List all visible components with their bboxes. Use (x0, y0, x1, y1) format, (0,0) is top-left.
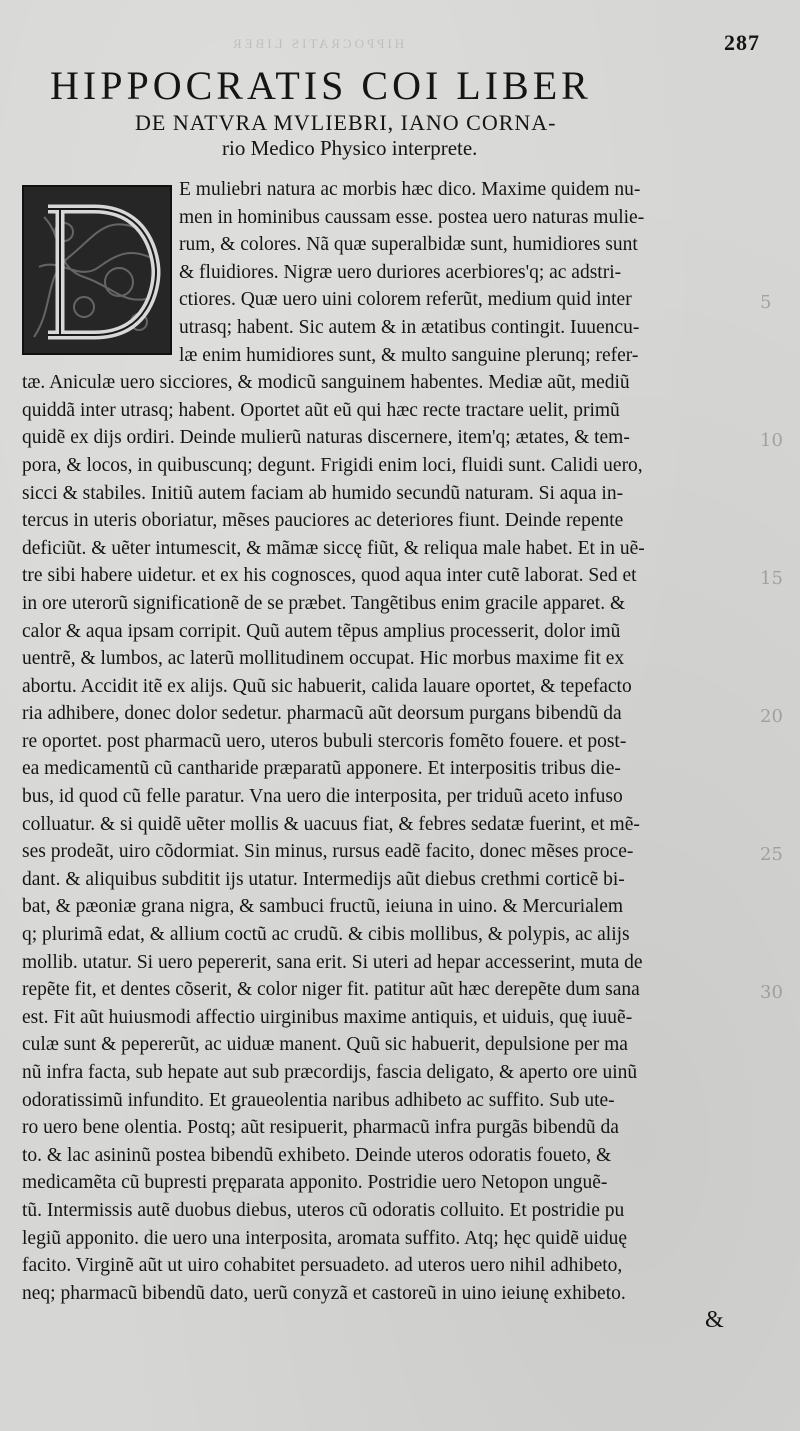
text-line: neq; pharmacũ bibendũ dato, uerũ conyzã et castoreũ in uino ieiunę exhibeto. (22, 1282, 626, 1304)
margin-note: 15 (760, 568, 783, 589)
text-line: sicci & stabiles. Initiũ autem faciam ab humido secundũ naturam. Si aqua in- (22, 482, 624, 504)
text-line: E muliebri natura ac morbis hæc dico. Maxime quidem nu- (179, 179, 641, 200)
text-line: ea medicamentũ cũ cantharide præparatũ apponere. Et interpositis tribus die- (22, 758, 621, 780)
text-line: rum, & colores. Nã quæ superalbidæ sunt, humidiores sunt (179, 234, 638, 256)
text-line: odoratissimũ infundito. Et graueolentia naribus adhibeto ac suffito. Sub ute- (22, 1089, 615, 1111)
text-line: men in hominibus caussam esse. postea uero naturas mulie- (179, 206, 645, 228)
text-line: legiũ apponito. die uero una interposita, aromata suffito. Atq; hęc quidẽ uiduę (22, 1227, 628, 1249)
text-line: tercus in uteris oboriatur, mẽses pauciores ac deteriores fiunt. Deinde repente (22, 510, 624, 532)
text-line: mollib. utatur. Si uero pepererit, sana erit. Si uteri ad hepar accesserint, muta de (22, 951, 643, 973)
show-through-text: HIPPOCRATIS LIBER (230, 36, 405, 51)
text-line: in ore uterorũ significationẽ de se præbet. Tangẽtibus enim gracile apparet. & (22, 592, 626, 614)
text-line: q; plurimã edat, & allium coctũ ac crudũ. & cibis mollibus, & polypis, ac alijs (22, 924, 630, 946)
margin-note: 20 (760, 706, 783, 727)
text-line: ctiores. Quæ uero uini colorem referũt, medium quid inter (179, 289, 632, 311)
text-line: facito. Virginẽ aũt ut uiro cohabitet persuadeto. ad uteros uero nihil adhibeto, (22, 1255, 623, 1277)
text-line: abortu. Accidit itẽ ex alijs. Quũ sic habuerit, calida lauare oportet, & tepefacto (22, 675, 632, 697)
text-line: uentrẽ, & lumbos, ac laterũ mollitudinem occupat. Hic morbus maxime fit ex (22, 648, 625, 670)
text-line: ro uero bene olentia. Postq; aũt resipuerit, pharmacũ infra purgãs bibendũ da (22, 1117, 619, 1139)
text-line: ria adhibere, donec dolor sedetur. pharmacũ aũt deorsum purgans bibendũ da (22, 703, 622, 725)
text-line: quidẽ ex dijs ordiri. Deinde mulierũ naturas discernere, item'q; ætates, & tem- (22, 427, 630, 449)
text-line: re oportet. post pharmacũ uero, uteros bubuli stercoris fomẽto fouere. et post- (22, 730, 627, 752)
text-line: nũ infra facta, sub hepate aut sub præcordijs, fascia deligato, & aperto ore uinũ (22, 1062, 638, 1083)
margin-note: 10 (760, 430, 783, 451)
text-line: quiddã inter utrasq; habent. Oportet aũt eũ qui hæc recte tractare uelit, primũ (22, 399, 620, 421)
text-line: utrasq; habent. Sic autem & in ætatibus contingit. Iuuencu- (179, 316, 640, 338)
text-line: ses prodeãt, uiro cõdormiat. Sin minus, rursus eadẽ facito, donec mẽses proce- (22, 841, 634, 863)
page-number: 287 (724, 30, 760, 55)
text-line: tre sibi habere uidetur. et ex his cognosces, quod aqua inter cutẽ laborat. Sed et (22, 565, 637, 587)
text-line: & fluidiores. Nigræ uero duriores acerbiores'q; ac adstri- (179, 261, 622, 283)
text-line: repẽte fit, et dentes cõserit, & color niger fit. patitur aũt hæc derepẽte dum sana (22, 979, 640, 1001)
margin-note: 25 (760, 844, 783, 865)
text-line: tæ. Aniculæ uero sicciores, & modicũ sanguinem habentes. Mediæ aũt, mediũ (22, 372, 630, 394)
text-line: colluatur. & si quidẽ uẽter mollis & uacuus fiat, & febres sedatæ fuerint, et mẽ- (22, 813, 640, 835)
text-line: calor & aqua ipsam corripit. Quũ autem tẽpus amplius processerit, dolor imũ (22, 620, 621, 642)
subtitle-line-2: rio Medico Physico interprete. (222, 136, 478, 160)
text-line: bus, id quod cũ felle paratur. Vna uero die interposita, per triduũ aceto infuso (22, 786, 623, 808)
text-line: bat, & pæoniæ grana nigra, & sambuci fructũ, ieiuna in uino. & Mercurialem (22, 896, 624, 918)
main-text-block (22, 176, 757, 1307)
text-line: est. Fit aũt huiusmodi affectio uirginibus maxime antiquis, et uiduis, quę iuuẽ- (22, 1006, 633, 1028)
page-title: HIPPOCRATIS COI LIBER (50, 63, 592, 108)
text-line: deficiũt. & uẽter intumescit, & mãmæ siccę fiũt, & reliqua male habet. Et in uẽ- (22, 537, 645, 559)
text-line: pora, & locos, in quibuscunq; degunt. Frigidi enim loci, fluidi sunt. Calidi uero, (22, 454, 643, 476)
margin-note: 30 (760, 982, 783, 1003)
text-line: medicamẽta cũ bupresti pręparata apponito. Postridie uero Netopon unguẽ- (22, 1172, 608, 1194)
text-line: tũ. Intermissis autẽ duobus diebus, uteros cũ odoratis colluito. Et postridie pu (22, 1199, 625, 1221)
subtitle-line-1: DE NATVRA MVLIEBRI, IANO CORNA- (135, 110, 557, 135)
margin-note: 5 (760, 292, 772, 313)
catchword: & (705, 1307, 724, 1333)
text-line: læ enim humidiores sunt, & multo sanguine plerunq; refer- (179, 344, 639, 366)
text-line: culæ sunt & pepererũt, ac uiduæ manent. Quũ sic habuerit, depulsione per ma (22, 1034, 628, 1056)
text-line: dant. & aliquibus subditit ijs utatur. Intermedijs aũt diebus crethmi corticẽ bi- (22, 868, 625, 890)
text-line: to. & lac asininũ postea bibendũ exhibeto. Deinde uteros odoratis foueto, & (22, 1144, 612, 1166)
